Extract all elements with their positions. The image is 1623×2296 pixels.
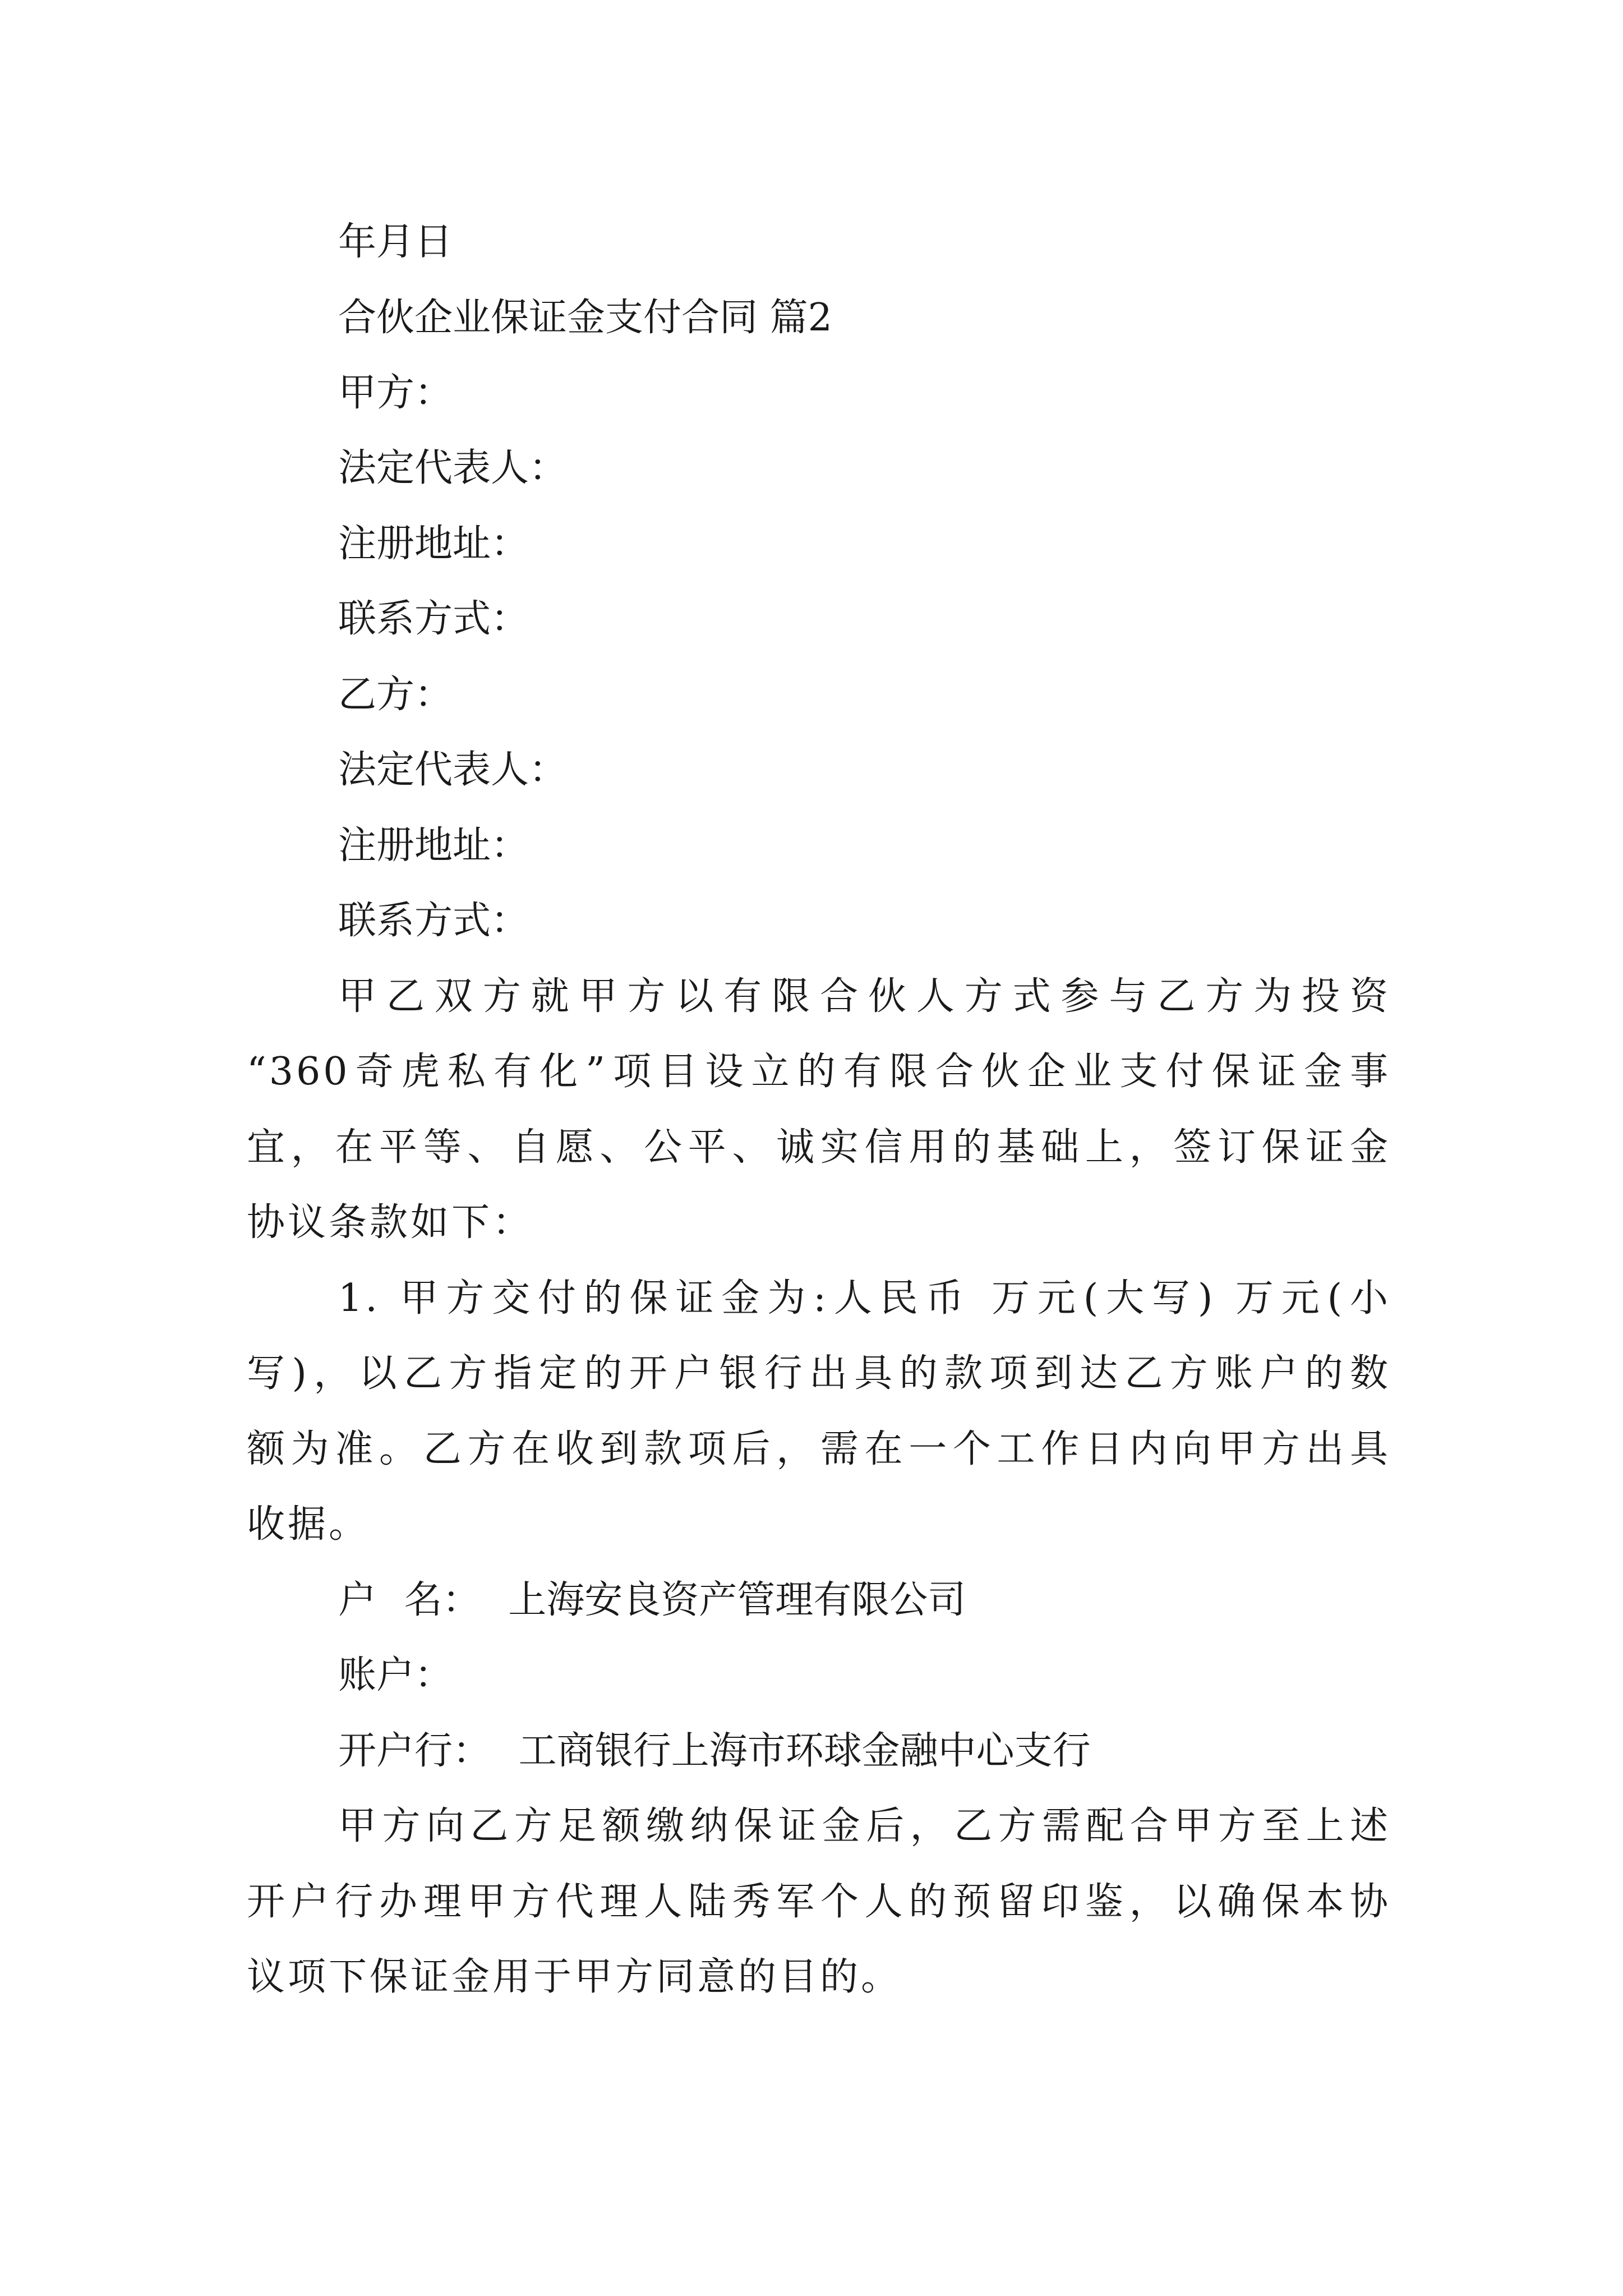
- party-b-label: 乙方：: [338, 673, 453, 717]
- intro-line-3: 宜，在平等、自愿、公平、诚实信用的基础上，签订保证金: [247, 1125, 1391, 1170]
- intro-line-1: 甲乙双方就甲方以有限合伙人方式参与乙方为投资: [338, 974, 1391, 1019]
- account-name-line: 户 名： 上海安良资产管理有限公司: [338, 1578, 966, 1622]
- party-b-address: 注册地址：: [338, 823, 529, 868]
- date-line: 年月日: [338, 220, 453, 264]
- clause1-line-1: 1. 甲方交付的保证金为:人民币 万元(大写) 万元(小: [338, 1276, 1391, 1320]
- closing-line-1: 甲方向乙方足额缴纳保证金后，乙方需配合甲方至上述: [338, 1804, 1391, 1848]
- intro-line-4: 协议条款如下：: [247, 1200, 534, 1245]
- party-b-legal-rep: 法定代表人：: [338, 748, 568, 792]
- party-a-address: 注册地址：: [338, 522, 529, 566]
- party-a-contact: 联系方式：: [338, 597, 529, 641]
- intro-line-2: “360奇虎私有化”项目设立的有限合伙企业支付保证金事: [247, 1050, 1391, 1094]
- party-a-label: 甲方：: [338, 371, 453, 415]
- closing-line-2: 开户行办理甲方代理人陆秀军个人的预留印鉴，以确保本协: [247, 1880, 1391, 1924]
- party-b-contact: 联系方式：: [338, 899, 529, 943]
- account-bank-line: 开户行： 工商银行上海市环球金融中心支行: [338, 1729, 1091, 1773]
- clause1-line-3: 额为准。乙方在收到款项后，需在一个工作日内向甲方出具: [247, 1427, 1391, 1471]
- clause1-line-2: 写)，以乙方指定的开户银行出具的款项到达乙方账户的数: [247, 1351, 1391, 1396]
- account-number-line: 账户：: [338, 1653, 453, 1697]
- contract-title: 合伙企业保证金支付合同 篇2: [338, 296, 832, 340]
- closing-line-3: 议项下保证金用于甲方同意的目的。: [247, 1955, 902, 1999]
- party-a-legal-rep: 法定代表人：: [338, 446, 568, 490]
- clause1-line-4: 收据。: [247, 1502, 370, 1547]
